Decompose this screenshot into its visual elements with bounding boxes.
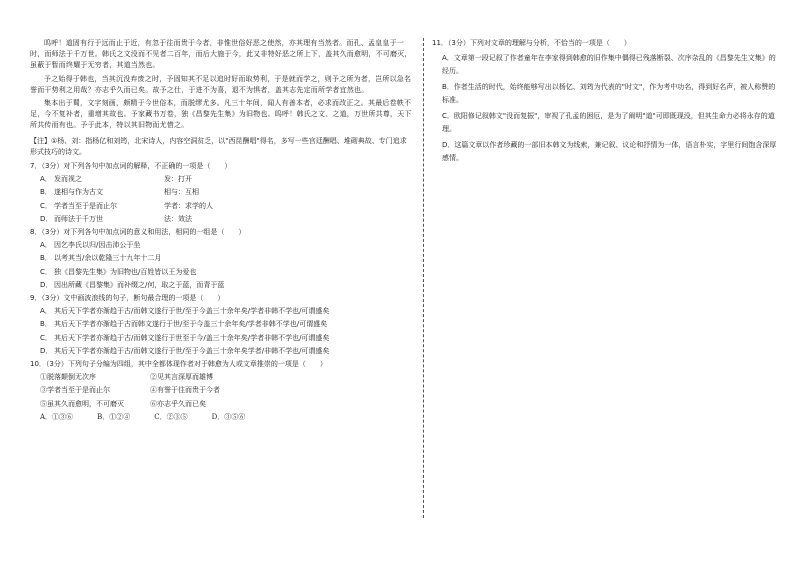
- option-letter: C．: [40, 201, 52, 210]
- answer-option-c: C．②③⑤: [154, 412, 188, 421]
- question-7-option-b: [40, 187, 413, 198]
- question-8-option-b: [40, 253, 413, 264]
- option-text: 独《昌黎先生集》为旧物也/百姓皆以王为爱也: [54, 267, 197, 276]
- question-11-option-b: B．作者生活的时代，始终能够写出以杨亿、刘筠为代表的"时文"，作为考中功名，得到好名声，被人称赞的标准。: [442, 83, 776, 105]
- option-letter: B．: [40, 254, 52, 263]
- list-item: ①脱落颠倒无次序: [40, 373, 96, 382]
- question-7-option-a: [40, 174, 413, 185]
- question-9-option-b: [40, 319, 413, 330]
- option-letter: C．: [40, 267, 52, 276]
- question-8-stem: 8．（3分）对下列各句中加点词的意义和用法，相同的一组是（ ）: [30, 228, 246, 237]
- option-explanation: 相与：互相: [164, 188, 199, 197]
- option-text: 其后天下学者亦渐趋于古/而韩文遂行于世至于今/盖三十余年矣/学者非韩不学也/可谓盛矣: [54, 333, 330, 342]
- question-7-stem: 7．（3分）对下列各句中加点词的解释，不正确的一项是（ ）: [30, 162, 232, 171]
- option-text: 其后天下学者亦渐趋于古/而韩文遂行于世/至于今盖三十余年矣学者/非韩不学也/可谓盛矣: [54, 346, 330, 355]
- option-explanation: 法：效法: [164, 214, 192, 223]
- option-letter: D．: [40, 280, 53, 289]
- option-sentence: 学者当至于是而止尔: [54, 201, 117, 210]
- question-9-option-d: [40, 346, 413, 357]
- question-9-option-c: [40, 333, 413, 344]
- option-explanation: 学者：求学的人: [164, 201, 213, 210]
- option-letter: C．: [40, 333, 52, 342]
- option-explanation: 发：打开: [164, 175, 192, 184]
- option-sentence: 遂相与作为古文: [54, 188, 103, 197]
- option-letter: D．: [40, 346, 53, 355]
- option-letter: B．: [40, 188, 52, 197]
- list-item: ④有誉于往而贵于今者: [150, 386, 220, 395]
- answer-option-b: B．①②④: [97, 412, 131, 421]
- option-text: 以考其当/余以乾隆三十九年十二月: [54, 254, 162, 263]
- option-text: 因乞李氏以归/因击沛公于坐: [54, 241, 141, 250]
- passage-paragraph-2: 予之始得于韩也，当其沉没弃废之时，予固知其不足以追时好而取势利，于是就而学之，则予之所为者，岂所以急名誉而干势利之用哉？亦志乎久而已矣。故予之仕，于进不为喜，退不为惧者，盖其志先定而所学者宜然也。: [30, 74, 412, 94]
- question-9-option-a: [40, 306, 413, 317]
- passage-paragraph-1: 呜呼！道固有行于远而止于近，有忽于往而贵于今者，非惟世俗好恶之使然，亦其理有当然者。而孔、孟皇皇于一时，而师法于千万世。韩氏之文没而不见者二百年，而后大施于今，此又非特好恶之所上下，盖其久而愈明，不可磨灭，虽蔽于暂而终耀于无穷者，其道当然也。: [30, 39, 412, 70]
- option-sentence: 而师法于千万世: [54, 214, 103, 223]
- option-letter: B．: [40, 320, 52, 329]
- question-11-option-d: D．这篇文章以作者珍藏的一部旧本韩文为线索，兼记叙、议论和抒情为一体，语言朴实，字里行间饱含深厚感情。: [442, 141, 777, 163]
- answer-option-a: A．①③⑥: [40, 412, 74, 421]
- question-11-stem: 11．（3分）下列对文章的理解与分析，不恰当的一项是（ ）: [432, 39, 631, 47]
- option-text: 其后天下学者亦渐趋于古而韩文遂行于世/至于今盖三十余年矣/学者非韩不学也/可谓盛矣: [54, 320, 328, 329]
- question-7-option-d: [40, 214, 413, 225]
- column-divider: [423, 38, 424, 518]
- option-sentence: 发而视之: [54, 175, 82, 184]
- right-column: [432, 38, 777, 168]
- question-8-option-c: [40, 267, 413, 278]
- option-text: 因出所藏《昌黎集》而补缀之/何，取之于蓝，而青于蓝: [54, 280, 225, 289]
- passage-paragraph-3: 集本出于蜀，文字刻画，颇精于今世俗本，而脱缪尤多。凡三十年间，闻人有善本者，必求而改正之。其最后卷帙不足，今不复补者，重增其故也。予家藏书万卷，独《昌黎先生集》为旧物也。呜呼！韩氏之文、之道，万世所共尊，天下所共传而有也。予于此本，特以其旧物而尤惜之。: [30, 99, 412, 130]
- question-10-items: [40, 372, 413, 410]
- question-7-option-c: [40, 201, 413, 212]
- option-letter: D．: [40, 214, 53, 223]
- option-text: 其后天下学者亦渐趋于古/而韩文遂行于世/至于今盖三十余年矣/学者非韩不学也/可谓盛矣: [54, 307, 330, 316]
- left-column: [30, 38, 413, 423]
- question-10-stem: 10．（3分）下列句子分编为四组，其中全都体现作者对于韩愈为人或文章推崇的一项是（ ）: [30, 360, 327, 369]
- option-letter: A．: [40, 307, 52, 316]
- annotation-note: 【注】①杨、刘：指杨亿和刘筠，北宋诗人，内容空洞贫乏，以"西昆酬唱"得名，多写一些宫廷酬唱、堆砌典故、专门追求形式技巧的诗文。: [30, 136, 407, 156]
- list-item: ⑥亦志乎久而已矣: [150, 399, 206, 408]
- list-item: ②见其言深厚而雄博: [150, 373, 213, 382]
- question-8-option-d: [40, 280, 413, 291]
- list-item: ③学者当至于是而止尔: [40, 386, 110, 395]
- question-8-option-a: [40, 240, 413, 251]
- list-item: ⑤虽其久而愈明，不可磨灭: [40, 399, 124, 408]
- question-11-option-a: A．文章第一段记叙了作者童年在李家得到韩愈的旧作集中偶得已残落断裂、次序杂乱的《昌黎先生文集》的经历。: [442, 54, 776, 76]
- option-letter: A．: [40, 241, 52, 250]
- question-9-stem: 9．（3分）文中画波浪线的句子，断句最合理的一项是（ ）: [30, 294, 225, 303]
- question-11-option-c: C．欧阳修记叙韩文"没而复振"，审视了孔孟的困厄，是为了阐明"道"可即既现没，但其生命力必将永存的道理。: [442, 112, 775, 134]
- option-letter: A．: [40, 175, 52, 184]
- question-10-answers: [40, 412, 413, 423]
- answer-option-d: D．③⑤⑥: [211, 412, 246, 421]
